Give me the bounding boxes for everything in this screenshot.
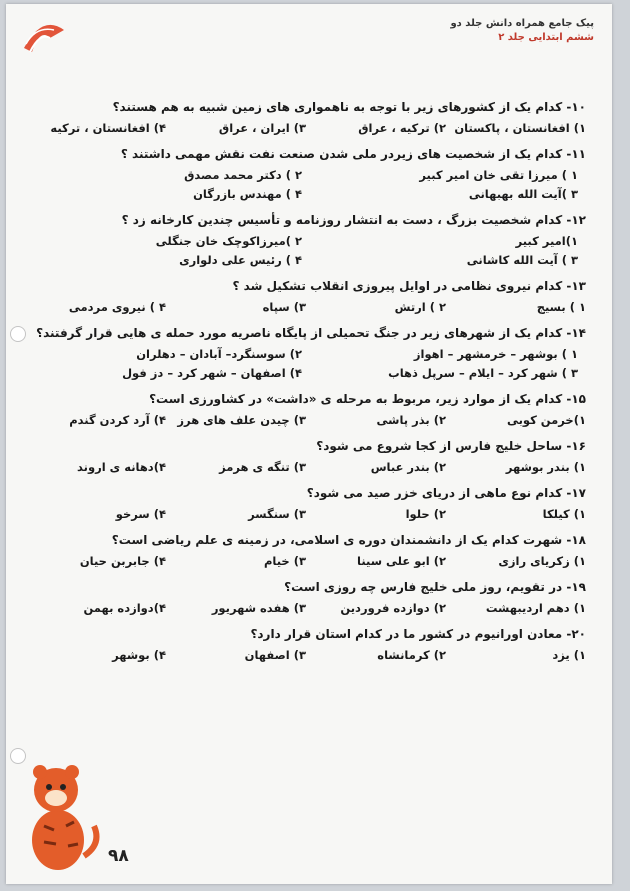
answer-option[interactable]: ۳) ایران ، عراق	[218, 121, 306, 135]
question-item	[26, 145, 592, 204]
answer-option[interactable]: ۳) سپاه	[262, 300, 306, 314]
answer-option[interactable]: ۱ ) میرزا تقی خان امیر کبیر	[419, 168, 578, 182]
question-item	[26, 531, 592, 571]
question-text: ۱۸- شهرت کدام یک از دانشمندان دوره ی اسلامی، در زمینه ی علم ریاضی است؟	[111, 533, 586, 547]
answer-option[interactable]: ۲) دوازده فروردین	[340, 601, 446, 615]
answer-options	[26, 345, 592, 383]
question-item	[26, 578, 592, 618]
question-text: ۱۱- کدام یک از شخصیت های زیردر ملی شدن صنعت نفت نقش مهمی داشتند ؟	[120, 147, 586, 161]
question-item	[26, 98, 592, 138]
answer-option[interactable]: ۳) هفده شهریور	[211, 601, 306, 615]
answer-option[interactable]: ۱) بندر بوشهر	[505, 460, 586, 474]
answer-option[interactable]: ۲ )میرزاکوچک خان جنگلی	[155, 234, 302, 248]
answer-options	[26, 119, 592, 138]
question-item	[26, 211, 592, 270]
punch-hole	[10, 326, 26, 342]
question-text: ۱۹- در تقویم، روز ملی خلیج فارس چه روزی است؟	[284, 580, 586, 594]
answer-option[interactable]: ۱) یزد	[552, 648, 586, 662]
page-header	[450, 18, 594, 43]
question-item	[26, 484, 592, 524]
question-text: ۱۵- کدام یک از موارد زیر، مربوط به مرحله ی «داشت» در کشاورزی است؟	[149, 392, 586, 406]
question-item	[26, 625, 592, 665]
answer-option[interactable]: ۳ ) شهر کرد – ایلام – سرپل ذهاب	[388, 366, 578, 380]
answer-option[interactable]: ۳ )آیت الله بهبهانی	[468, 187, 578, 201]
tiger-mascot-icon	[14, 756, 100, 874]
answer-options	[26, 411, 592, 430]
question-item	[26, 277, 592, 317]
answer-option[interactable]: ۱) کیلکا	[542, 507, 586, 521]
answer-option[interactable]: ۳) خیام	[263, 554, 306, 568]
question-text: ۱۴- کدام یک از شهرهای زیر در جنگ تحمیلی از پایگاه ناصریه مورد حمله ی هایی قرار گرفتند؟	[36, 326, 586, 340]
answer-option[interactable]: ۴) آرد کردن گندم	[69, 413, 166, 427]
worksheet-page	[6, 4, 612, 884]
question-text: ۱۰- کدام یک از کشورهای زیر با توجه به ناهمواری های زمین شبیه به هم هستند؟	[112, 100, 586, 114]
answer-option[interactable]: ۱)خرمن کوبی	[506, 413, 586, 427]
answer-option[interactable]: ۲ ) ارتش	[394, 300, 446, 314]
question-item	[26, 324, 592, 383]
question-text: ۱۷- کدام نوع ماهی از دریای خزر صید می شود؟	[306, 486, 586, 500]
question-text: ۱۳- کدام نیروی نظامی در اوایل پیروزی انقلاب تشکیل شد ؟	[232, 279, 586, 293]
answer-option[interactable]: ۳) اصفهان	[244, 648, 306, 662]
answer-options	[26, 646, 592, 665]
answer-option[interactable]: ۱) زکریای رازی	[498, 554, 586, 568]
answer-option[interactable]: ۲) حلوا	[405, 507, 446, 521]
answer-option[interactable]: ۲) بذر پاشی	[376, 413, 446, 427]
answer-options	[26, 505, 592, 524]
answer-option[interactable]: ۲) ابو علی سینا	[357, 554, 446, 568]
answer-option[interactable]: ۴) بوشهر	[112, 648, 166, 662]
answer-option[interactable]: ۳) چیدن علف های هرز	[177, 413, 306, 427]
answer-option[interactable]: ۲) کرمانشاه	[377, 648, 446, 662]
question-text: ۱۲- کدام شخصیت بزرگ ، دست به انتشار روزنامه و تأسیس چندین کارخانه زد ؟	[121, 213, 586, 227]
answer-option[interactable]: ۲) سوسنگرد– آبادان – دهلران	[136, 347, 302, 361]
publisher-logo-icon	[20, 12, 66, 58]
answer-option[interactable]: ۴ ) نیروی مردمی	[68, 300, 166, 314]
answer-option[interactable]: ۱) افغانستان ، پاکستان	[454, 121, 586, 135]
question-text: ۱۶- ساحل خلیج فارس از کجا شروع می شود؟	[316, 439, 586, 453]
page-number: ۹۸	[108, 846, 129, 866]
book-title: پیک جامع همراه دانش جلد دو	[450, 18, 594, 29]
answer-options	[26, 298, 592, 317]
answer-option[interactable]: ۳) سنگسر	[248, 507, 306, 521]
answer-options	[26, 232, 592, 270]
answer-option[interactable]: ۴)دهانه ی اروند	[77, 460, 166, 474]
question-item	[26, 437, 592, 477]
answer-option[interactable]: ۲ ) دکتر محمد مصدق	[184, 168, 302, 182]
answer-options	[26, 458, 592, 477]
answer-option[interactable]: ۴) افغانستان ، ترکیه	[50, 121, 166, 135]
answer-option[interactable]: ۴) سرخو	[115, 507, 166, 521]
question-item	[26, 390, 592, 430]
answer-option[interactable]: ۱)امیر کبیر	[515, 234, 578, 248]
answer-option[interactable]: ۲) بندر عباس	[370, 460, 446, 474]
answer-options	[26, 552, 592, 571]
answer-option[interactable]: ۴)دوازده بهمن	[83, 601, 166, 615]
answer-option[interactable]: ۲) ترکیه ، عراق	[358, 121, 446, 135]
answer-option[interactable]: ۳ ) آیت الله کاشانی	[466, 253, 578, 267]
answer-option[interactable]: ۱ ) بسیج	[536, 300, 586, 314]
answer-option[interactable]: ۳) تنگه ی هرمز	[219, 460, 306, 474]
answer-options	[26, 166, 592, 204]
question-text: ۲۰- معادن اورانیوم در کشور ما در کدام استان قرار دارد؟	[250, 627, 586, 641]
book-subtitle: ششم ابتدایی جلد ۲	[498, 32, 594, 43]
answer-option[interactable]: ۱ ) بوشهر – خرمشهر – اهواز	[413, 347, 578, 361]
answer-option[interactable]: ۴) جابربن حیان	[79, 554, 166, 568]
answer-option[interactable]: ۴ ) مهندس بازرگان	[193, 187, 302, 201]
answer-option[interactable]: ۴ ) رئیس علی دلواری	[179, 253, 302, 267]
answer-option[interactable]: ۱) دهم اردیبهشت	[485, 601, 586, 615]
answer-options	[26, 599, 592, 618]
answer-option[interactable]: ۴) اصفهان – شهر کرد – دز فول	[122, 366, 302, 380]
question-list	[26, 98, 592, 672]
